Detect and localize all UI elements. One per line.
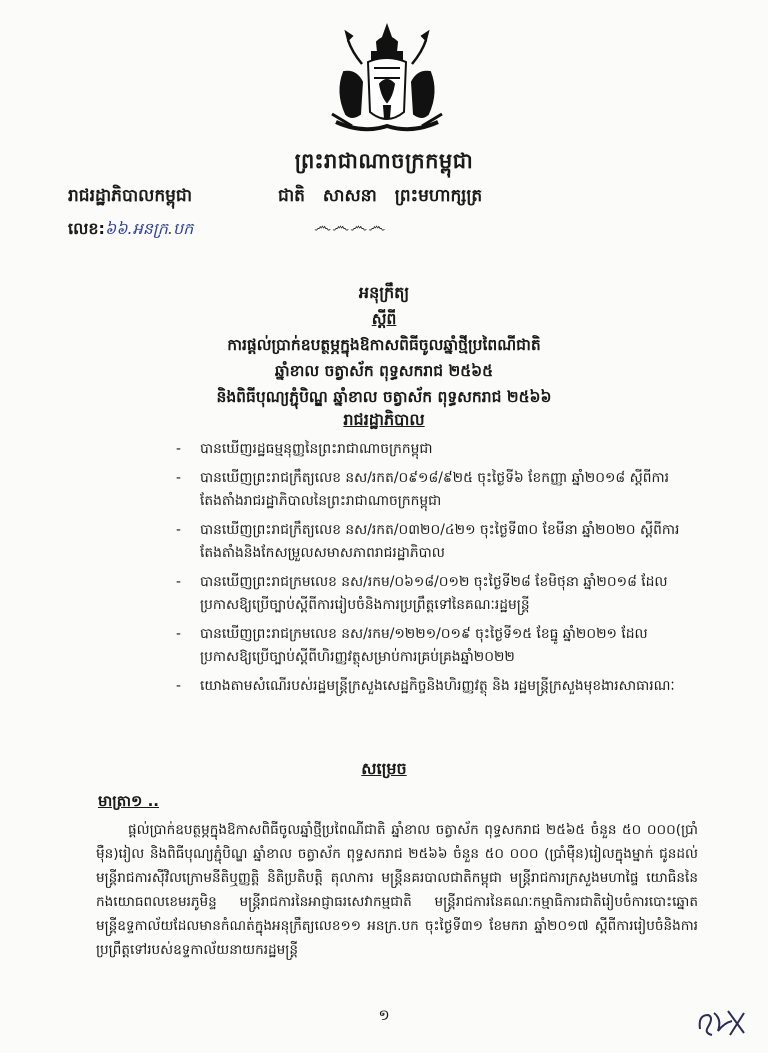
- sub-decree-title: [0, 280, 768, 410]
- kingdom-heading: ព្រះរាជាណាចក្រកម្ពុជា: [294, 149, 474, 173]
- ornament-divider: ෴෴෴෴: [314, 216, 387, 237]
- reference-number: [68, 218, 193, 242]
- title-line-subject: ការផ្តល់ប្រាក់ឧបត្ថម្ភក្នុងឱកាសពិធីចូលឆ្នាំថ្មីប្រពៃណីជាតិ: [227, 336, 541, 354]
- title-line-sub-decree: អនុក្រឹត្យ: [358, 283, 410, 302]
- list-item: - បានឃើញព្រះរាជក្រឹត្យលេខ នស/រកត/០៩១៨/៩២៥ ចុះថ្ងៃទី៦ ខែកញ្ញា ឆ្នាំ២០១៨ ស្តីពីការតែងតាំងរាជរដ្ឋាភិបាលនៃព្រះរាជាណាចក្រកម្ពុជា: [186, 467, 696, 513]
- list-item: - បានឃើញព្រះរាជក្រមលេខ នស/រកម/០៦១៨/០១២ ចុះថ្ងៃទី២៨ ខែមិថុនា ឆ្នាំ២០១៨ ដែលប្រកាសឱ្យប្រើច្បាប់ស្តីពីការរៀបចំនិងការប្រព្រឹត្តទៅនៃគណៈរដ្ឋមន្ត្រី: [186, 571, 696, 617]
- title-line-regarding: ស្តីពី: [371, 310, 397, 328]
- decision-heading: សម្រេច: [361, 759, 407, 778]
- list-item: - បានឃើញព្រះរាជក្រឹត្យលេខ នស/រកត/០៣២០/៤២១ ចុះថ្ងៃទី៣០ ខែមីនា ឆ្នាំ២០២០ ស្តីពីការតែងតាំងនិងកែសម្រួលសមាសភាពរាជរដ្ឋាភិបាល: [186, 519, 696, 565]
- issuing-government: រាជរដ្ឋាភិបាលកម្ពុជា: [68, 186, 193, 206]
- page-number: ១: [378, 1006, 390, 1024]
- visa-list: [186, 438, 696, 704]
- title-line-year: ឆ្នាំខាល ចត្វាស័ក ពុទ្ធសករាជ ២៥៦៥: [274, 362, 494, 380]
- list-item: - បានឃើញរដ្ឋធម្មនុញ្ញនៃព្រះរាជាណាចក្រកម្ពុជា: [186, 438, 696, 461]
- reference-label: លេខ:: [68, 219, 105, 238]
- article-label: មាត្រា១ ..: [98, 792, 160, 810]
- government-heading: រាជរដ្ឋាភិបាល: [343, 410, 425, 429]
- national-motto: ជាតិ សាសនា ព្រះមហាក្សត្រ: [278, 186, 483, 206]
- list-item: - បានឃើញព្រះរាជក្រមលេខ នស/រកម/១២២១/០១៩ ចុះថ្ងៃទី១៥ ខែធ្នូ ឆ្នាំ២០២១ ដែលប្រកាសឱ្យប្រើច្បាប់ស្តីពីហិរញ្ញវត្ថុសម្រាប់ការគ្រប់គ្រងឆ្នាំ២០២២: [186, 623, 696, 669]
- list-item: - យោងតាមសំណើរបស់រដ្ឋមន្ត្រីក្រសួងសេដ្ឋកិច្ចនិងហិរញ្ញវត្ថុ និង រដ្ឋមន្ត្រីក្រសួងមុខងារសាធារណៈ: [186, 675, 696, 698]
- reference-value: ៦៦.អនក្រ.បក: [104, 219, 194, 238]
- signature-initials-icon: [694, 1005, 750, 1041]
- title-line-festival: និងពិធីបុណ្យភ្ជុំបិណ្ឌ ឆ្នាំខាល ចត្វាស័ក ពុទ្ធសករាជ ២៥៦៦: [216, 388, 552, 406]
- royal-coat-of-arms-icon: [322, 22, 452, 140]
- article-body: ផ្តល់ប្រាក់ឧបត្ថម្ភក្នុងឱកាសពិធីចូលឆ្នាំថ្មីប្រពៃណីជាតិ ឆ្នាំខាល ចត្វាស័ក ពុទ្ធសករាជ ២៥៦៥ ចំនួន ៥០ ០០០(ប្រាំម៉ឺន)រៀល និងពិធីបុណ្យភ្ជុំបិណ្ឌ ឆ្នាំខាល ចត្វាស័ក ពុទ្ធសករាជ ២៥៦៦ ចំនួន ៥០ ០០០ (ប្រាំម៉ឺន)រៀលក្នុងម្នាក់ ជូនដល់មន្ត្រីរាជការស៊ីវិលក្រោមនីតិឬញ្ញត្តិ និតិប្រតិបត្តិ តុលាការ មន្ត្រីនគរបាលជាតិកម្ពុជា មន្ត្រីរាជការក្រសួងមហាផ្ទៃ យោធិននៃកងយោធពលខេមរភូមិន្ទ មន្ត្រីរាជការនៃអាជ្ញាធរសេវាកម្មជាតិ មន្ត្រីរាជការនៃគណៈកម្មាធិការជាតិរៀបចំការបោះឆ្នោត មន្ត្រីឧទ្ទកាល័យដែលមានកំណត់ក្នុងអនុក្រឹត្យលេខ១១ អនក្រ.បក ចុះថ្ងៃទី៣១ ខែមករា ឆ្នាំ២០១៧ ស្តីពីការរៀបចំនិងការប្រព្រឹត្តទៅរបស់ឧទ្ទកាល័យនាយករដ្ឋមន្ត្រី: [96, 822, 698, 958]
